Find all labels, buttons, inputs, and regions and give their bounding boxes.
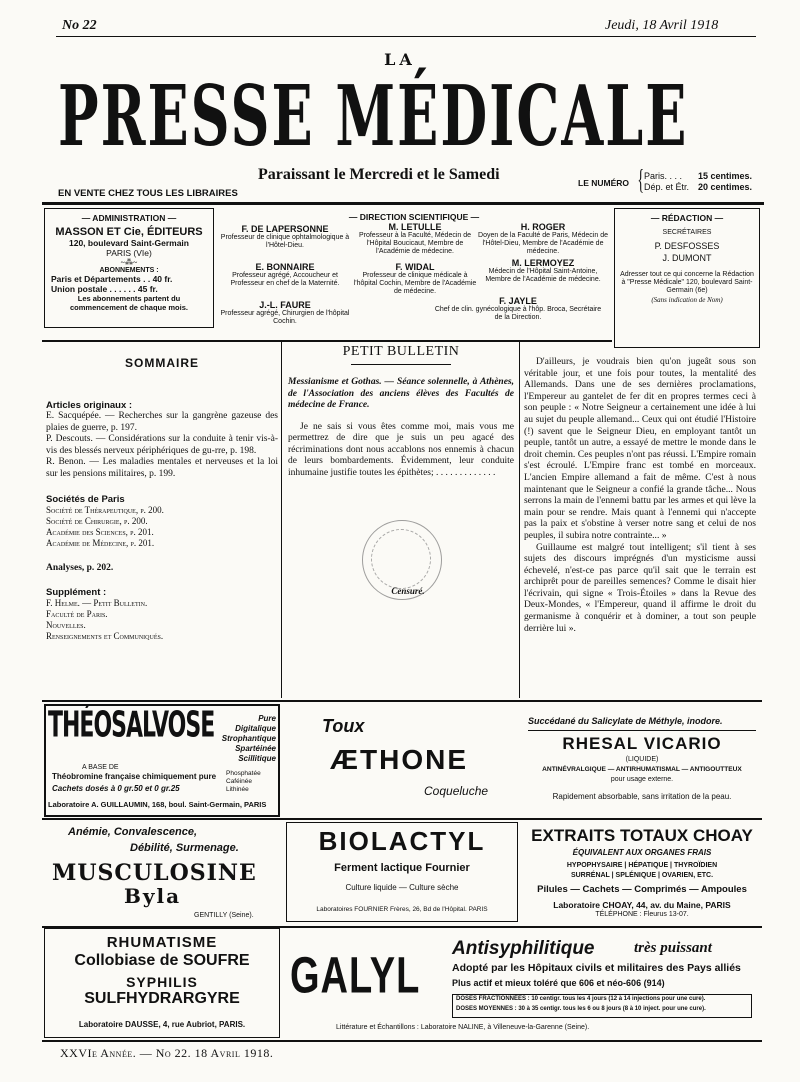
sommaire-item: F. Helme. — Petit Bulletin. (46, 598, 148, 608)
sommaire-item: Société de Thérapeutique, p. 200. (46, 505, 164, 515)
sommaire-soc-heading: Sociétés de Paris (46, 494, 125, 505)
director-6: M. LERMOYEZ Médecin de l'Hôpital Saint-Antoine, Membre de l'Académie de médecine. (485, 258, 601, 283)
page-footer: XXVIe Année. — No 22. 18 Avril 1918. (60, 1046, 274, 1060)
admin-address: 120, boulevard Saint-Germain (69, 238, 189, 248)
theosalvose-doses: Cachets dosés à 0 gr.50 et 0 gr.25 (52, 784, 180, 793)
admin-subs-heading: ABONNEMENTS : (99, 267, 159, 274)
aethone-title: ÆTHONE (330, 744, 468, 775)
rhesal-props: ANTINÉVRALGIQUE — ANTIRHUMATISMAL — ANTIGOUTTEUX (542, 766, 742, 773)
issue-date: Jeudi, 18 Avril 1918 (605, 18, 719, 33)
dausse-syphilis: SYPHILIS (126, 974, 198, 990)
sommaire-item: Nouvelles. (46, 620, 86, 630)
sommaire-item: Société de Chirurgie, p. 200. (46, 516, 148, 526)
musculosine-anemie1: Anémie, Convalescence, (68, 826, 198, 838)
theosalvose-base: A BASE DE (82, 764, 119, 771)
director-8: F. JAYLE Chef de clin. gynécologique à l'hôp. Broca, Secrétaire de la Direction. (434, 296, 602, 321)
director-5: F. WIDAL Professeur de clinique médicale à l'hôpital Cochin, Membre de l'Académie de médecine. (353, 262, 477, 295)
biolactyl-culture: Culture liquide — Culture sèche (345, 883, 459, 892)
galyl-doses1: DOSES FRACTIONNÉES : 10 centigr. tous les 4 jours (12 à 14 injections pour une cure). (456, 996, 706, 1002)
choay-tel: TÉLÉPHONE : Fleurus 13-07. (595, 911, 689, 918)
director-4: E. BONNAIRE Professeur agrégé, Accoucheur et Professeur en chef de la Maternité. (230, 262, 340, 287)
dausse-collobiase: Collobiase de SOUFRE (74, 952, 250, 969)
galyl-plus: Plus actif et mieux toléré que 606 et néo-606 (914) (452, 978, 665, 988)
theosalvose-props: Pure Digitalique Strophantique Spartéinée Scillitique (221, 714, 276, 763)
rhesal-top: Succédané du Salicylate de Méthyle, inodore. (528, 716, 723, 726)
redaction-note: Adresser tout ce qui concerne la Rédaction à "Presse Médicale" 120, boulevard Saint-Germain (6e) (620, 271, 754, 294)
galyl-adopte: Adopté par les Hôpitaux civils et militaires des Pays alliés (452, 962, 741, 974)
redaction-name1: P. DESFOSSES (654, 241, 720, 251)
admin-subs-paris: Paris et Départements . . 40 fr. (51, 274, 173, 284)
choay-organs1: HYPOPHYSAIRE | HÉPATIQUE | THYROÏDIEN (566, 862, 718, 869)
rhesal-note: Rapidement absorbable, sans irritation de la peau. (552, 792, 732, 801)
galyl-title: GALYL (290, 948, 421, 1005)
admin-publisher: MASSON ET Cie, ÉDITEURS (55, 226, 203, 238)
galyl-anti: Antisyphilitique (452, 938, 595, 959)
choay-equiv: ÉQUIVALENT AUX ORGANES FRAIS (572, 848, 712, 857)
choay-organs2: SURRÉNAL | SPLÉNIQUE | OVARIEN, ETC. (570, 872, 714, 879)
director-3: H. ROGER Doyen de la Faculté de Paris, Médecin de l'Hôtel-Dieu, Membre de l'Académie de médecine. (478, 222, 608, 255)
theosalvose-lab: Laboratoire A. GUILLAUMIN, 168, boul. Saint-Germain, PARIS (48, 800, 267, 809)
sommaire (46, 352, 278, 642)
biolactyl-ferment: Ferment lactique Fournier (334, 862, 470, 874)
coqueluche-label: Coqueluche (424, 784, 489, 798)
admin-subs-note: Les abonnements partent du commencement de chaque mois. (70, 294, 188, 312)
choay-lab: Laboratoire CHOAY, 44, av. du Maine, PARIS (553, 900, 731, 910)
sommaire-item: Faculté de Paris. (46, 609, 108, 619)
sommaire-item: Académie de Médecine, p. 201. (46, 538, 155, 548)
bulletin-title: PETIT BULLETIN (342, 344, 460, 359)
galyl-doses2: DOSES MOYENNES : 30 à 35 centigr. tous les 6 ou 8 jours (8 à 10 inject. pour une cure). (456, 1006, 706, 1012)
issue-number: No 22 (62, 18, 97, 33)
dausse-sulf: SULFHYDRARGYRE (84, 990, 240, 1007)
sommaire-item: R. Benon. — Les maladies mentales et nerveuses et la loi sur les pensions militaires, p. 199. (46, 457, 278, 479)
admin-heading: — ADMINISTRATION — (81, 213, 177, 223)
masthead-la: LA (384, 50, 416, 69)
dausse-lab: Laboratoire DAUSSE, 4, rue Aubriot, PARIS. (78, 1020, 246, 1029)
article-para2: Guillaume est malgré tout intelligent; s'il tient à ses sujets des discours imprégnés d'un mysticisme aussi échevelé, n'est-ce pas parce qu'il sait que le terrain est archiprêt pour de pareilles semences? Comme le disait hier l'écrivain, qui signe « Trois-Étoiles » dans la Revue des Deux-Mondes, « l'Empereur, quand il affirme le droit du germanisme à conquérir et à dominer, a tout son peuple derrière lui ». (524, 541, 756, 634)
admin-subs-union: Union postale . . . . . . 45 fr. (51, 284, 158, 294)
redaction-note2: (Sans indication de Nom) (651, 296, 723, 304)
sale-note: EN VENTE CHEZ TOUS LES LIBRAIRES (58, 188, 238, 199)
petit-bulletin (288, 344, 514, 479)
price-paris: Paris. . . . (644, 171, 683, 181)
price-dep: Dép. et Étr. (644, 182, 690, 192)
galyl-tres: très puissant (634, 940, 712, 956)
sommaire-orig-heading: Articles originaux : (46, 400, 133, 411)
redaction-secretaires: SECRÉTAIRES (662, 229, 712, 236)
price-dep-value: 20 centimes. (698, 182, 753, 192)
musculosine-city: GENTILLY (Seine). (194, 912, 254, 919)
musculosine-byla: Byla (124, 884, 182, 908)
sommaire-item: Académie des Sciences, p. 201. (46, 527, 154, 537)
dausse-rhumatisme: RHUMATISME (106, 934, 218, 951)
rhesal-liquide: (LIQUIDE) (625, 756, 659, 763)
choay-title: EXTRAITS TOTAUX CHOAY (531, 826, 753, 845)
price-paris-value: 15 centimes. (698, 171, 753, 181)
redaction-name2: J. DUMONT (662, 253, 712, 263)
choay-pilules: Pilules — Cachets — Comprimés — Ampoules (537, 884, 747, 895)
article-para1: D'ailleurs, je voudrais bien qu'on jugeât sous son véritable jour, et une fois pour toutes, la mentalité des Allemands. Dans une de ses dernières proclamations, l'Empereur au gantelet de fer dit en propres termes ceci à son peuple : « Notre Seigneur a certainement une idée à lui au sujet du peuple allemand... Ceux qui ont étudié l'Histoire (!) savent que le Seigneur Dieu, en employant tantôt un peuple, tantôt un autre, a essayé de mettre le monde dans le droit chemin. Ces peuples n'ont pas réussi. L'Empire romain s'est écroulé. L'Empire franc est tombé en morceaux. L'ancien Empire allemand a fait de même. C'est à nous maintenant que le Seigneur a confié la grande tâche... Nous serrons la main de l'ennemi battu par les armes et qui lève la main pour se rendre. Mais quant à l'ennemi qui n'accepte pas la paix et s'obstine à verser notre sang et celui de nos peuples, il subira notre contrainte... » (524, 356, 756, 541)
theosalvose-title: THÉOSALVOSE (48, 706, 215, 746)
schedule: Paraissant le Mercredi et le Samedi (258, 166, 500, 183)
sommaire-title: SOMMAIRE (125, 356, 199, 370)
redaction-heading: — RÉDACTION — (650, 213, 724, 223)
director-2: M. LETULLE Professeur à la Faculté, Médecin de l'Hôpital Boucicaut, Membre de l'Académie de médecine. (358, 222, 472, 255)
sommaire-item: P. Descouts. — Considérations sur la conduite à tenir vis-à-vis des blessés nerveux périphériques de gu-rre, p. 198. (46, 434, 278, 456)
theosalvose-main: Théobromine française chimiquement pure (52, 772, 217, 781)
sommaire-item: Renseignements et Communiqués. (46, 631, 164, 641)
price-label: LE NUMÉRO (578, 178, 629, 188)
redaction-box (614, 208, 760, 348)
biolactyl-lab: Laboratoires FOURNIER Frères, 26, Bd de l'Hôpital. PARIS (316, 906, 488, 913)
biolactyl-title: BIOLACTYL (318, 826, 486, 856)
bulletin-para: Je ne sais si vous êtes comme moi, mais vous me permettrez de dire que je suis un peu agacé des récriminations dont nous accablons nos ennemis à chacun de leurs bombardements. Évidemment, leur conduite inhumaine justifie toutes les épithètes; . . . . . . . . . . . . . (288, 421, 514, 478)
sommaire-supp-heading: Supplément : (46, 587, 107, 598)
musculosine-anemie2: Débilité, Surmenage. (130, 842, 239, 854)
toux-label: Toux (322, 716, 365, 736)
admin-city: PARIS (VIe) (106, 248, 152, 258)
galyl-naline: Littérature et Échantillons : Laboratoire NALINE, à Villeneuve-la-Garenne (Seine). (336, 1024, 590, 1031)
price-brace: { (637, 165, 645, 196)
administration-box: — ADMINISTRATION — MASSON ET Cie, ÉDITEURS 120, boulevard Saint-Germain PARIS (VIe) ~⁂~ ABONNEMENTS : Paris et Départements . . 40 fr. Union postale . . . . . . 45 fr. Les abonnements partent du commencement de chaque mois. (44, 208, 214, 328)
direction-heading: — DIRECTION SCIENTIFIQUE — (348, 212, 480, 222)
sommaire-orig-list (46, 411, 278, 480)
rhesal-use: pour usage externe. (610, 776, 674, 783)
director-7: J.-L. FAURE Professeur agrégé, Chirurgien de l'hôpital Cochin. (220, 300, 350, 325)
sommaire-analyses: Analyses, p. 202. (46, 563, 114, 573)
sommaire-item: E. Sacquépée. — Recherches sur la gangrène gazeuse des plaies de guerre, p. 197. (46, 411, 278, 433)
musculosine-title: MUSCULOSINE (52, 860, 257, 886)
censure-text: Censuré. (391, 586, 425, 596)
rhesal-title: RHESAL VICARIO (562, 734, 722, 753)
article-column (524, 356, 756, 634)
theosalvose-sub: Phosphatée Caféinée Lithinée (226, 770, 261, 793)
director-1: F. DE LAPERSONNE Professeur de clinique ophtalmologique à l'Hôtel-Dieu. (220, 224, 350, 249)
bulletin-lead: Messianisme et Gothas. — Séance solennelle, à Athènes, de l'Association des anciens élèves des Facultés de médecine de France. (288, 377, 514, 410)
masthead-title: PRESSE MÉDICALE (58, 66, 689, 166)
